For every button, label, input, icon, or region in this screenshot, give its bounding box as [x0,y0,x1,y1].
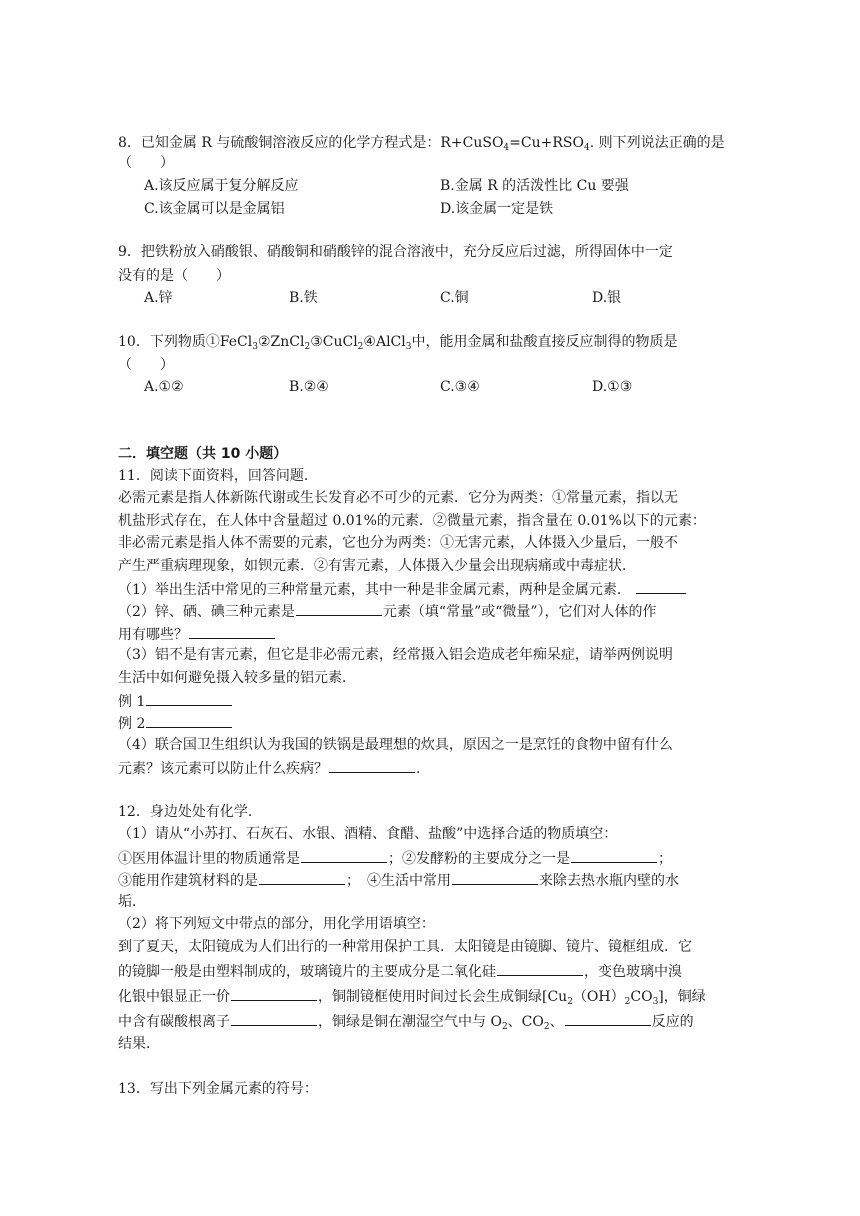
q10-option-c: C.③④ [440,379,480,395]
q11-part4: （4）联合国卫生组织认为我国的铁锅是最理想的炊具，原因之一是烹饪的食物中留有什么 [118,737,673,753]
answer-blank[interactable] [296,600,382,616]
q12-passage-line: 到了夏天，太阳镜成为人们出行的一种常用保护工具．太阳镜是由镜脚、镜片、镜框组成．它 [118,939,692,955]
answer-blank[interactable] [146,690,232,706]
q12-part1-line: 垢． [118,894,146,910]
q9-stem: 9．把铁粉放入硝酸银、硝酸铜和硝酸锌的混合溶液中，充分反应后过滤，所得固体中一定 [118,244,673,260]
q11-part2-cont: 用有哪些？ [118,623,276,643]
q11-passage-line: 产生严重病理现象，如钡元素．②有害元素，人体摄入少量会出现病痛或中毒症状． [118,558,636,574]
q11-part4-cont: 元素？该元素可以防止什么疾病？ ． [118,757,430,777]
answer-blank[interactable] [231,1010,317,1026]
q9-option-c: C.铜 [440,290,469,306]
q12-title: 12．身边处处有化学． [118,804,262,820]
q12-passage-line: 的镜脚一般是由塑料制成的，玻璃镜片的主要成分是二氧化硅 ，变色玻璃中溴 [118,960,682,980]
q10-option-d: D.①③ [592,379,633,395]
q11-part1: （1）举出生活中常见的三种常量元素，其中一种是非金属元素，两种是金属元素． [118,578,687,598]
answer-blank[interactable] [259,869,345,885]
answer-blank[interactable] [565,1010,651,1026]
answer-blank[interactable] [189,623,275,639]
q8-option-c: C.该金属可以是金属铝 [144,201,285,217]
q13-title: 13．写出下列金属元素的符号： [118,1081,318,1097]
q12-part1-line: ①医用体温计里的物质通常是 ；②发酵粉的主要成分之一是 ； [118,847,672,867]
q12-passage-line: 化银中银显正一价 ，铜制镜框使用时间过长会生成铜绿$[Cu_2(OH)_2CO_3]$，铜绿 [118,985,706,1005]
q10-option-b: B.②④ [289,379,329,395]
q10-stem: 10．下列物质①FeCl$_3$②ZnCl$_2$③CuCl$_2$④AlCl$_3$中，能用金属和盐酸直接反应制得的物质是 [118,334,678,352]
q9-option-a: A.锌 [144,290,173,306]
q10-option-a: A.①② [144,379,184,395]
q8-stem: 8．已知金属 R 与硫酸铜溶液反应的化学方程式是：$R+CuSO_4=Cu+RSO_4$. 则下列说法正确的是 [118,135,725,153]
q12-part1-line: ③能用作建筑材料的是 ； ④生活中常用 来除去热水瓶内壁的水 [118,869,679,889]
answer-blank[interactable] [636,578,686,594]
q12-passage-line: 中含有碳酸根离子 ，铜绿是铜在潮湿空气中与 $O_2$、$CO_2$、 反应的 [118,1010,694,1030]
q11-passage-line: 机盐形式存在，在人体中含量超过 0.01%的元素．②微量元素，指含量在 0.01%以下的元素： [118,513,706,529]
q8-option-a: A.该反应属于复分解反应 [144,178,299,194]
q11-passage-line: 必需元素是指人体新陈代谢或生长发育必不可少的元素．它分为两类：①常量元素，指以无 [118,490,678,506]
q12-part1: （1）请从“小苏打、石灰石、水银、酒精、食醋、盐酸”中选择合适的物质填空： [118,826,618,842]
q9-option-d: D.银 [592,290,622,306]
q11-example-2: 例 2 [118,712,233,732]
q9-stem-cont: 没有的是（ ） [118,268,230,284]
answer-blank[interactable] [497,960,583,976]
q10-paren: （ ） [118,357,174,373]
q11-passage-line: 非必需元素是指人体不需要的元素，它也分为两类：①无害元素，人体摄入少量后，一般不 [118,535,678,551]
q9-option-b: B.铁 [289,290,318,306]
q11-part3: （3）铝不是有害元素，但它是非必需元素，经常摄入铝会造成老年痴呆症，请举两例说明 [118,647,673,663]
answer-blank[interactable] [452,869,538,885]
answer-blank[interactable] [329,757,415,773]
answer-blank[interactable] [146,712,232,728]
q11-part3-cont: 生活中如何避免摄入较多量的铝元素． [118,670,356,686]
answer-blank[interactable] [231,985,317,1001]
q8-option-b: B.金属 R 的活泼性比 Cu 要强 [440,178,629,194]
answer-blank[interactable] [571,847,657,863]
q8-option-d: D.该金属一定是铁 [440,201,554,217]
q11-part2: （2）锌、硒、碘三种元素是 元素（填“常量”或“微量”），它们对人体的作 [118,600,657,620]
q12-part2: （2）将下列短文中带点的部分，用化学用语填空： [118,916,435,932]
q11-title: 11．阅读下面资料，回答问题． [118,468,318,484]
answer-blank[interactable] [301,847,387,863]
q8-paren: （ ） [118,155,174,171]
section-title: 二．填空题（共 10 小题） [118,446,288,462]
q11-example-1: 例 1 [118,690,233,710]
q12-passage-line: 结果． [118,1036,160,1052]
